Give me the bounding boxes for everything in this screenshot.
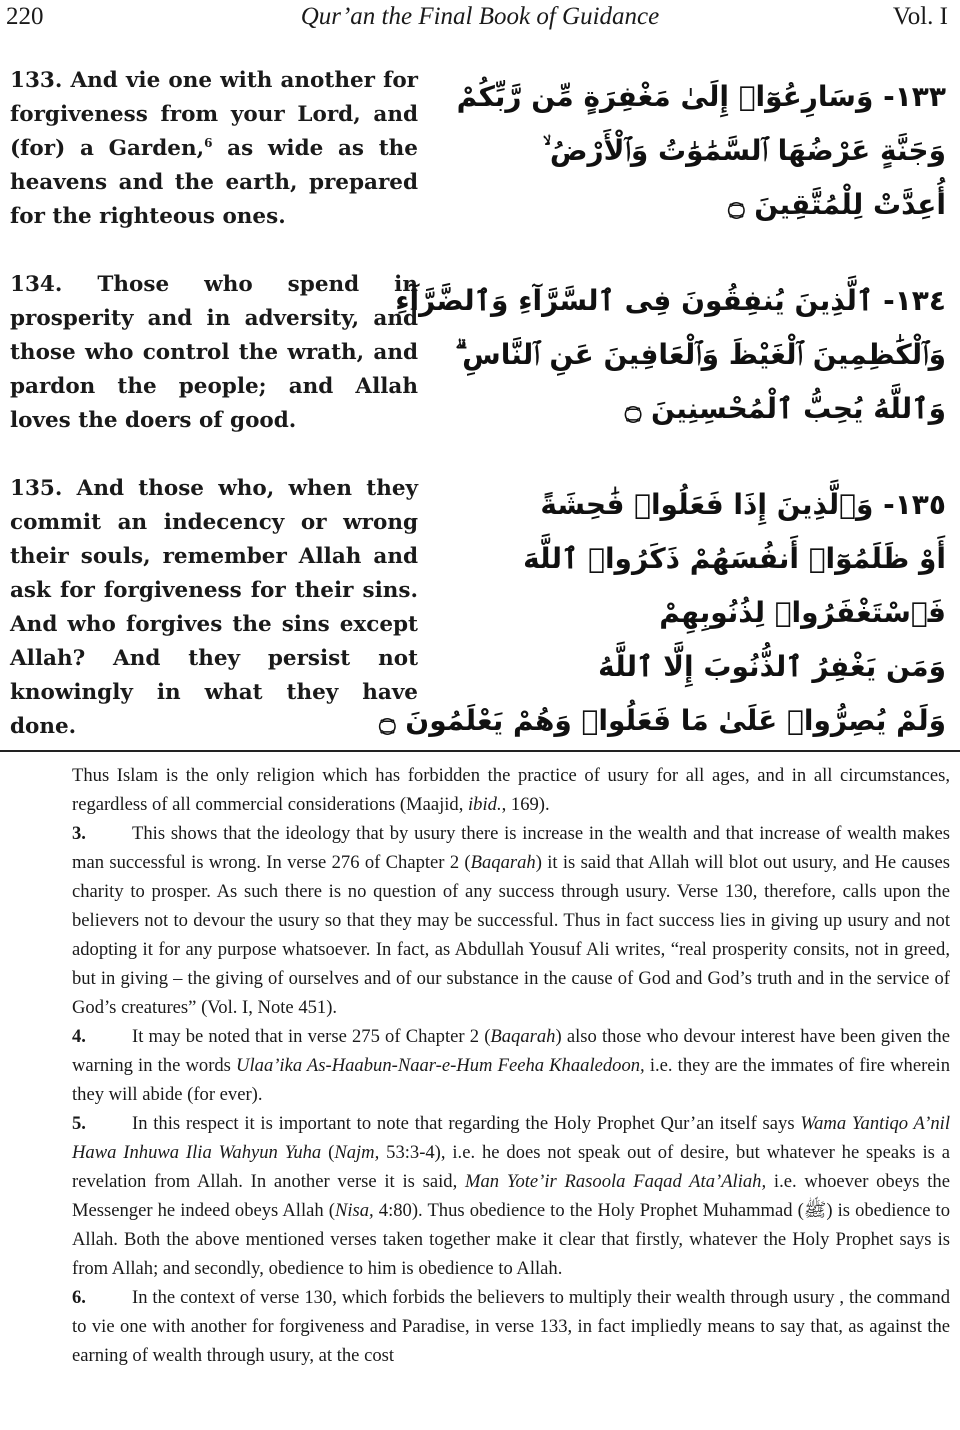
note-6: 6. In the context of verse 130, which forbids the believers to multiply their wealth through usury , the command to vie one with another for forgiveness and Paradise, in verse 133, in fact impliedly means to say that, as against the earning of wealth through usury, at the cost [10,1283,950,1370]
page-number: 220 [6,3,44,30]
verse-text: as wide as the heavens and the earth, prepared for the righteous ones. [10,136,418,229]
note-number: 3. [72,823,86,844]
note-4: 4. It may be noted that in verse 275 of Chapter 2 (Baqarah) also those who devour interest have been given the warning in the words Ulaa’ika As-Haabun-Naar-e-Hum Feeha Khaaledoon, i.e. they are the immates of fire wherein they will abide (for ever). [10,1022,950,1109]
verse-text: And vie one with another for forgiveness from your Lord, and (for) a Garden, [10,68,418,161]
note-number: 6. [72,1287,86,1308]
note-3: 3. This shows that the ideology that by usury there is increase in the wealth and that increase of wealth makes man successful is wrong. In verse 276 of Chapter 2 (Baqarah) it is said that Allah will blot out usury, and He causes charity to prosper. As such there is no question of any success through usury. Verse 130, therefore, calls upon the believers not to devour the usury so that they may be successful. Thus in fact success lies in giving up usury and not adopting it for any purpose whatsoever. In fact, as Abdullah Yousuf Ali writes, “real prosperity consits, not in greed, but in giving – the giving of ourselves and of our substance in the cause of God and God’s truth and in the service of God’s creatures” (Vol. I, Note 451). [10,819,950,1022]
arabic-line: وَٱللَّهُ يُحِبُّ ٱلْمُحْسِنِينَ ۝ [624,392,946,425]
verse-number: 133. [10,68,63,93]
verse-translation [10,472,418,744]
arabic-line: أُعِدَّتْ لِلْمُتَّقِينَ ۝ [728,188,946,221]
verse-translation [10,64,418,234]
volume-label: Vol. I [892,3,948,30]
arabic-line: وَلَمْ يُصِرُّوا۟ عَلَىٰ مَا فَعَلُوا۟ وَهُمْ يَعْلَمُونَ ۝ [379,704,946,737]
note-number: 5. [72,1113,86,1134]
note-paragraph: Thus Islam is the only religion which has forbidden the practice of usury for all ages, and in all circumstances, regardless of all commercial considerations (Maajid, ibid., 169). [72,765,950,815]
running-title: Qur’an the Final Book of Guidance [300,3,660,30]
verse-number: 135. [10,476,63,501]
commentary-notes [10,761,950,1370]
arabic-line: ١٣٥- وَٱلَّذِينَ إِذَا فَعَلُوا۟ فَٰحِشَةً [540,488,946,521]
verse-translation [10,268,418,438]
arabic-line: ١٣٣- وَسَارِعُوٓا۟ إِلَىٰ مَغْفِرَةٍ مِّن رَّبِّكُمْ [456,80,946,113]
verse-number: 134. [10,272,63,297]
arabic-line: وَٱلْكَٰظِمِينَ ٱلْغَيْظَ وَٱلْعَافِينَ عَنِ ٱلنَّاسِ ۗ [455,338,946,371]
arabic-line: وَجَنَّةٍ عَرْضُهَا ٱلسَّمَٰوَٰتُ وَٱلْأَرْضُ ۙ [542,134,946,167]
arabic-verse [379,478,946,748]
footnote-ref[interactable]: 6 [204,135,213,150]
note-number: 4. [72,1026,86,1047]
page-header [0,0,960,34]
arabic-verse [456,70,946,232]
section-divider [0,750,960,752]
verse-text: Those who spend in prosperity and in adversity, and those who control the wrath, and pardon the people; and Allah loves the doers of good. [10,272,418,433]
verse-text: And those who, when they commit an indecency or wrong their souls, remember Allah and ask for forgiveness for their sins. And who forgives the sins except Allah? And they persist not knowingly in what they have done. [10,476,418,739]
arabic-line: ١٣٤- ٱلَّذِينَ يُنفِقُونَ فِى ٱلسَّرَّآءِ وَٱلضَّرَّآءِ [395,284,946,317]
arabic-verse [395,274,946,436]
arabic-line: أَوْ ظَلَمُوٓا۟ أَنفُسَهُمْ ذَكَرُوا۟ ٱللَّهَ [523,542,946,575]
note-5: 5. In this respect it is important to note that regarding the Holy Prophet Qur’an itself says Wama Yantiqo A’nil Hawa Inhuwa Ilia Wahyun Yuha (Najm, 53:3-4), i.e. he does not speak out of desire, but whatever he speaks is a revelation from Allah. In another verse it is said, Man Yote’ir Rasoola Faqad Ata’Aliah, i.e. whoever obeys the Messenger he indeed obeys Allah (Nisa, 4:80). Thus obedience to the Holy Prophet Muhammad (ﷺ) is obedience to Allah. Both the above mentioned verses taken together make it clear that firstly, whatever the Holy Prophet says is from Allah; and secondly, obedience to him is obedience to Allah. [10,1109,950,1283]
arabic-line: فَٱسْتَغْفَرُوا۟ لِذُنُوبِهِمْ [659,596,946,629]
arabic-line: وَمَن يَغْفِرُ ٱلذُّنُوبَ إِلَّا ٱللَّهُ [598,650,946,683]
